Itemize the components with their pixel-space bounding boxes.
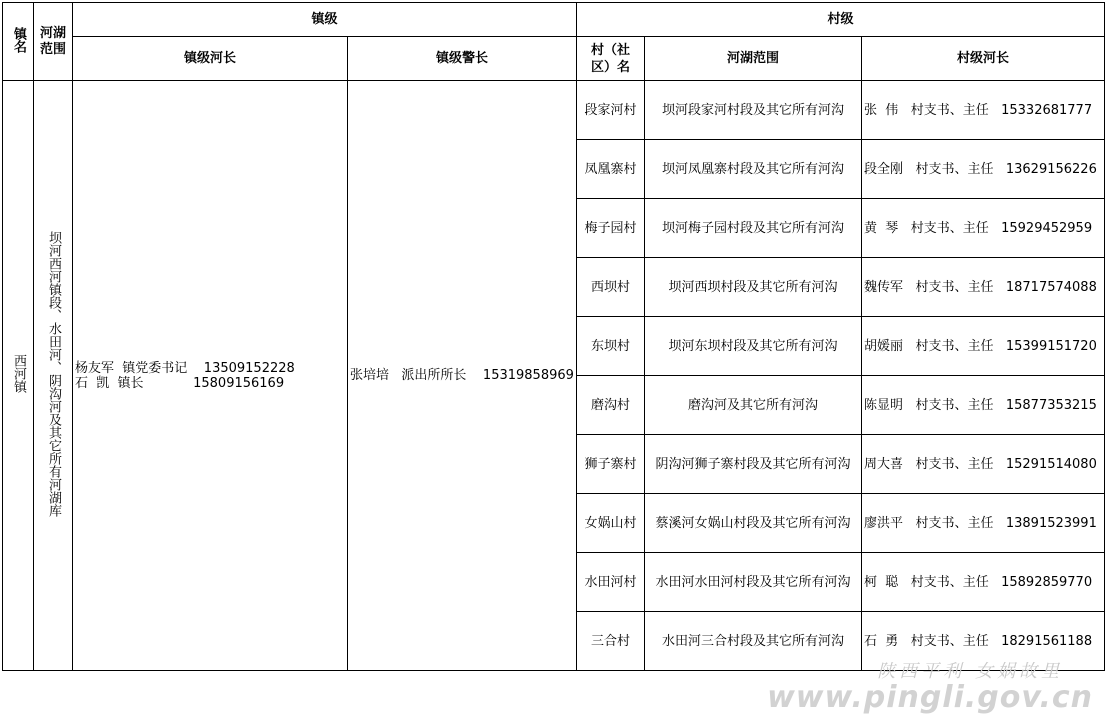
village-scope: 水田河水田河村段及其它所有河沟 (645, 553, 862, 612)
village-chief: 石 勇 村支书、主任 18291561188 (862, 612, 1105, 671)
village-chief: 廖洪平 村支书、主任 13891523991 (862, 494, 1105, 553)
village-name: 磨沟村 (577, 376, 645, 435)
village-chief: 陈显明 村支书、主任 15877353215 (862, 376, 1105, 435)
village-name: 水田河村 (577, 553, 645, 612)
header-village-scope: 河湖范围 (645, 37, 862, 81)
header-village-level: 村级 (577, 3, 1105, 37)
header-lake-scope: 河湖范围 (34, 3, 73, 81)
header-town-river-chief: 镇级河长 (73, 37, 348, 81)
header-town-name: 镇名 (3, 3, 34, 81)
village-name: 西坝村 (577, 258, 645, 317)
village-chief: 段全刚 村支书、主任 13629156226 (862, 140, 1105, 199)
village-scope: 坝河西坝村段及其它所有河沟 (645, 258, 862, 317)
watermark-url: www.pingli.gov.cn (767, 680, 1093, 715)
village-name: 女娲山村 (577, 494, 645, 553)
town-river-chief-cell: 杨友军 镇党委书记 13509152228 石 凯 镇长 15809156169 (73, 81, 348, 671)
village-chief: 张 伟 村支书、主任 15332681777 (862, 81, 1105, 140)
river-chief-table (2, 2, 1105, 671)
village-name: 段家河村 (577, 81, 645, 140)
village-scope: 蔡溪河女娲山村段及其它所有河沟 (645, 494, 862, 553)
village-chief: 魏传军 村支书、主任 18717574088 (862, 258, 1105, 317)
village-name: 梅子园村 (577, 199, 645, 258)
village-scope: 磨沟河及其它所有河沟 (645, 376, 862, 435)
town-scope-cell: 坝河西河镇段、水田河、阴沟河及其它所有河湖库 (34, 81, 73, 671)
village-scope: 阴沟河狮子寨村段及其它所有河沟 (645, 435, 862, 494)
header-village-name: 村（社区）名 (577, 37, 645, 81)
header-village-river-chief: 村级河长 (862, 37, 1105, 81)
table-row (3, 81, 1105, 140)
village-scope: 坝河段家河村段及其它所有河沟 (645, 81, 862, 140)
town-name-cell: 西河镇 (3, 81, 34, 671)
town-police-chief-cell: 张培培 派出所所长 15319858969 (348, 81, 577, 671)
village-name: 东坝村 (577, 317, 645, 376)
village-scope: 坝河梅子园村段及其它所有河沟 (645, 199, 862, 258)
village-scope: 坝河东坝村段及其它所有河沟 (645, 317, 862, 376)
watermark-slogan: 陕西平利 女娲故里 (877, 661, 1063, 682)
village-name: 三合村 (577, 612, 645, 671)
village-chief: 黄 琴 村支书、主任 15929452959 (862, 199, 1105, 258)
village-scope: 水田河三合村段及其它所有河沟 (645, 612, 862, 671)
village-chief: 胡媛丽 村支书、主任 15399151720 (862, 317, 1105, 376)
header-town-level: 镇级 (73, 3, 577, 37)
village-chief: 周大喜 村支书、主任 15291514080 (862, 435, 1105, 494)
village-scope: 坝河凤凰寨村段及其它所有河沟 (645, 140, 862, 199)
village-name: 凤凰寨村 (577, 140, 645, 199)
village-chief: 柯 聪 村支书、主任 15892859770 (862, 553, 1105, 612)
header-town-police-chief: 镇级警长 (348, 37, 577, 81)
village-name: 狮子寨村 (577, 435, 645, 494)
